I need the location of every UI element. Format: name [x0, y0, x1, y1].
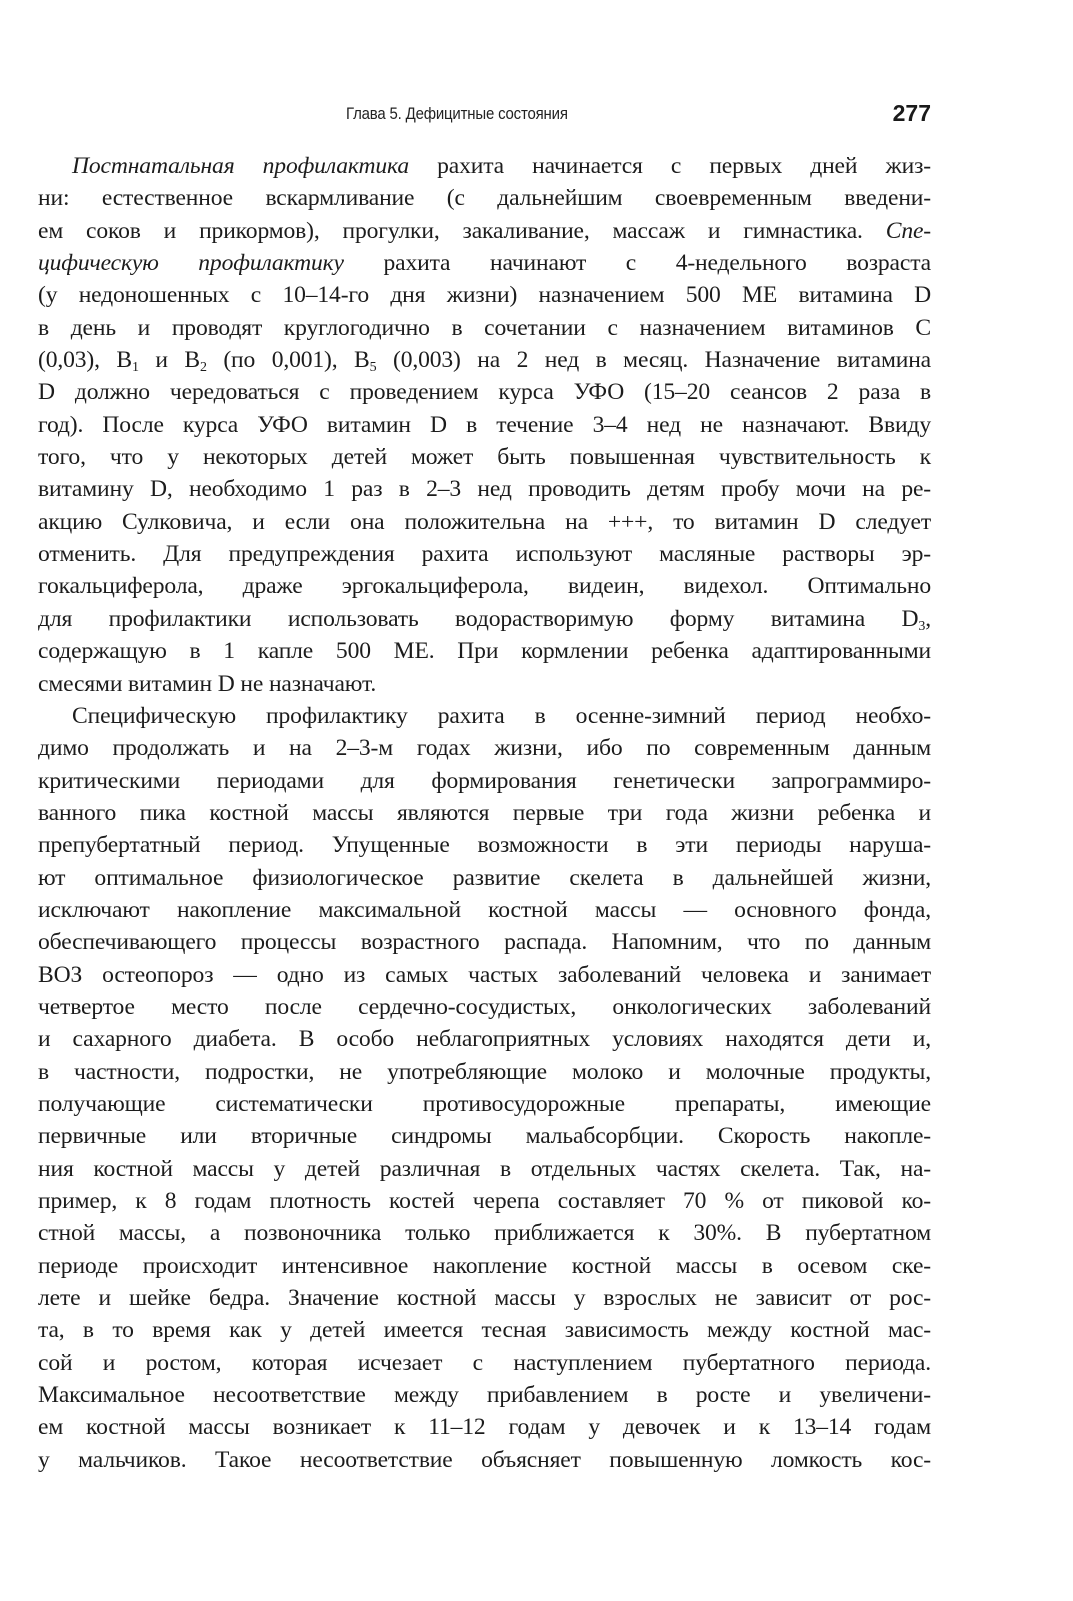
- subscript: 1: [131, 360, 139, 376]
- text-line: отменить. Для предупреждения рахита используют масляные растворы эр-: [38, 541, 931, 568]
- text-line: год). После курса УФО витамин D в течение 3–4 нед не назначают. Ввиду: [38, 411, 931, 438]
- text-line: [38, 247, 931, 279]
- text-span: (по 0,001), В: [206, 347, 370, 374]
- text-line: четвертое место после сердечно-сосудистых, онкологических заболеваний: [38, 993, 931, 1020]
- text-line: того, что у некоторых детей может быть повышенная чувствительность к: [38, 444, 931, 471]
- text-line: (у недоношенных с 10–14-го дня жизни) назначением 500 МЕ витамина D: [38, 282, 931, 309]
- subscript: 2: [199, 360, 207, 376]
- text-span: (0,03), В: [38, 347, 132, 374]
- text-line: критическими периодами для формирования генетически запрограммиро-: [38, 767, 931, 794]
- text-line: [38, 344, 931, 376]
- italic-term: цифическую профилактику: [38, 250, 344, 277]
- text-line: сой и ростом, которая исчезает с наступлением пубертатного периода.: [38, 1349, 931, 1376]
- text-line: ВОЗ остеопороз — одно из самых частых заболеваний человека и занимает: [38, 961, 931, 988]
- text-span: рахита начинается с первых дней жиз-: [408, 153, 931, 179]
- text-line: первичные или вторичные синдромы мальабсорбции. Скорость накопле-: [38, 1123, 931, 1150]
- text-line: ем костной массы возникает к 11–12 годам у девочек и к 13–14 годам: [38, 1414, 931, 1441]
- text-line: ни: естественное вскармливание (с дальнейшим своевременным введени-: [38, 185, 931, 212]
- text-line: периоде происходит интенсивное накопление костной массы в осевом ске-: [38, 1252, 931, 1279]
- chapter-title: Глава 5. Дефицитные состояния: [346, 104, 568, 123]
- text-line: Специфическую профилактику рахита в осенне-зимний период необхо-: [72, 702, 931, 729]
- text-line: смесями витамин D не назначают.: [38, 670, 377, 697]
- text-line: исключают накопление максимальной костной массы — основного фонда,: [38, 896, 931, 923]
- text-span: ем соков и прикормов), прогулки, закаливание, массаж и гимнастика.: [38, 217, 886, 244]
- text-line: в частности, подростки, не употребляющие молоко и молочные продукты,: [38, 1058, 931, 1085]
- text-line: получающие систематически противосудорожные препараты, имеющие: [38, 1090, 931, 1117]
- text-line: лете и шейке бедра. Значение костной массы у взрослых не зависит от рос-: [38, 1285, 931, 1312]
- text-line: у мальчиков. Такое несоответствие объясняет повышенную ломкость кос-: [38, 1446, 931, 1473]
- text-span: ,: [925, 605, 931, 632]
- subscript: 3: [918, 618, 926, 634]
- text-line: в день и проводят круглогодично в сочетании с назначением витаминов С: [38, 314, 931, 341]
- text-line: [38, 215, 931, 247]
- text-line: D должно чередоваться с проведением курса УФО (15–20 сеансов 2 раза в: [38, 379, 931, 406]
- page-number: 277: [892, 100, 931, 126]
- text-line: пример, к 8 годам плотность костей черепа составляет 70 % от пиковой ко-: [38, 1188, 931, 1214]
- text-line: содержащую в 1 капле 500 МЕ. При кормлении ребенка адаптированными: [38, 638, 931, 665]
- text-line: ванного пика костной массы являются первые три года жизни ребенка и: [38, 799, 931, 826]
- text-span: рахита начинают с 4-недельного возраста: [343, 250, 931, 277]
- italic-term: Постнатальная профилактика: [72, 153, 409, 179]
- text-span: и В: [138, 347, 200, 374]
- subscript: 5: [369, 360, 377, 376]
- text-line: стной массы, а позвоночника только приближается к 30%. В пубертатном: [38, 1220, 931, 1247]
- text-line: обеспечивающего процессы возрастного распада. Напомним, что по данным: [38, 929, 931, 956]
- text-line: акцию Сулковича, и если она положительна на +++, то витамин D следует: [38, 508, 931, 535]
- text-line: Максимальное несоответствие между прибавлением в росте и увеличени-: [38, 1382, 931, 1409]
- text-line: витамину D, необходимо 1 раз в 2–3 нед проводить детям пробу мочи на ре-: [38, 476, 931, 503]
- text-line: препубертатный период. Упущенные возможности в эти периоды наруша-: [38, 832, 931, 859]
- text-line: гокальциферола, драже эргокальциферола, видеин, видехол. Оптимально: [38, 573, 931, 600]
- italic-term: Спе-: [885, 217, 931, 244]
- text-line: димо продолжать и на 2–3-м годах жизни, ибо по современным данным: [38, 735, 931, 762]
- body-text: [38, 150, 931, 1476]
- text-line: ния костной массы у детей различная в отдельных частях скелета. Так, на-: [38, 1155, 931, 1182]
- text-line: [38, 603, 931, 635]
- text-span: (0,003) на 2 нед в месяц. Назначение витамина: [376, 347, 931, 374]
- text-line: ют оптимальное физиологическое развитие скелета в дальнейшей жизни,: [38, 864, 931, 891]
- running-head: [0, 100, 1073, 132]
- text-line: [38, 150, 931, 182]
- text-line: и сахарного диабета. В особо неблагоприятных условиях находятся дети и,: [38, 1026, 931, 1053]
- text-span: для профилактики использовать водорастворимую форму витамина D: [38, 605, 919, 632]
- text-line: та, в то время как у детей имеется тесная зависимость между костной мас-: [38, 1317, 931, 1344]
